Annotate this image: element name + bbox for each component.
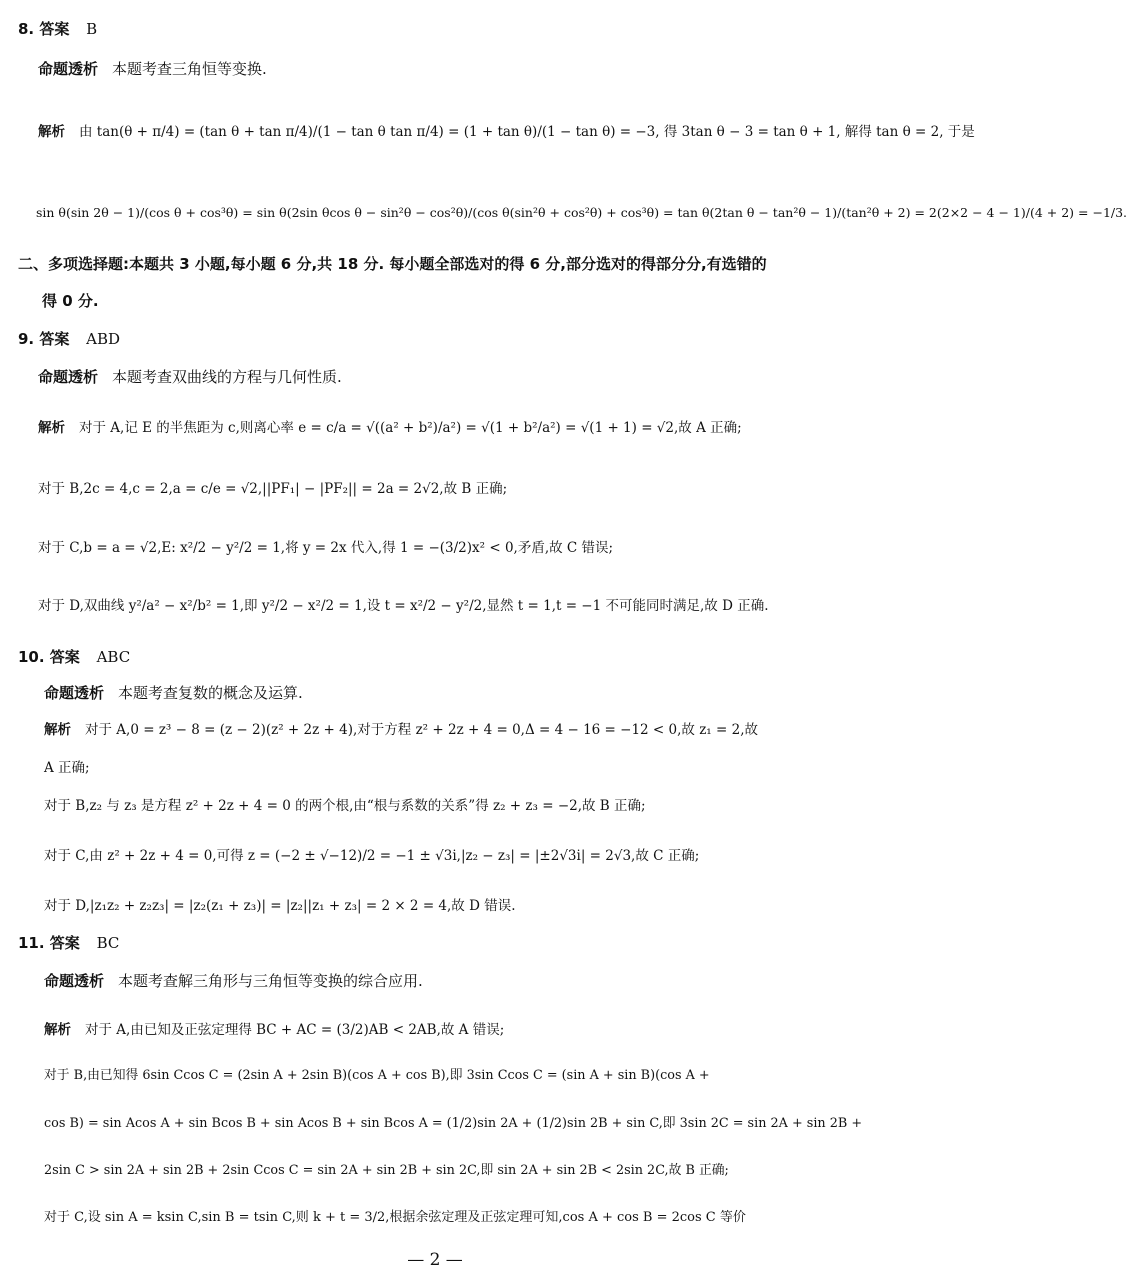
q10-option-a [44, 722, 758, 739]
q9-answer: ABD [86, 330, 121, 348]
q8-analysis-label: 解析 [38, 124, 65, 140]
q10-analysis-label: 解析 [44, 722, 71, 738]
q10-a2: A 正确; [44, 760, 90, 776]
q11-b3: 2sin C > sin 2A + sin 2B + 2sin Ccos C = sin 2A + sin 2B + sin 2C,即 sin 2A + sin 2B < 2sin 2C,故 B 正确; [44, 1163, 729, 1178]
q10-header [18, 648, 130, 667]
q9-header [18, 330, 120, 349]
q10-number-answer: 10. 答案 [18, 648, 80, 666]
q11-a: 对于 A,由已知及正弦定理得 BC + AC = (3/2)AB < 2AB,故 A 错误; [85, 1022, 505, 1038]
q10-d: 对于 D,|z₁z₂ + z₂z₃| = |z₂(z₁ + z₃)| = |z₂||z₁ + z₃| = 2 × 2 = 4,故 D 错误. [44, 898, 516, 914]
q8-intro [38, 60, 267, 79]
q9-b: 对于 B,2c = 4,c = 2,a = c/e = √2,||PF₁| − |PF₂|| = 2a = 2√2,故 B 正确; [38, 481, 508, 497]
q8-analysis-line1 [38, 124, 975, 141]
q8-line1: 由 tan(θ + π/4) = (tan θ + tan π/4)/(1 − tan θ tan π/4) = (1 + tan θ)/(1 − tan θ) = −3, 得 3tan θ − 3 = tan θ + 1, 解得 tan θ = 2, 于是 [79, 124, 975, 140]
q10-b: 对于 B,z₂ 与 z₃ 是方程 z² + 2z + 4 = 0 的两个根,由“根与系数的关系”得 z₂ + z₃ = −2,故 B 正确; [44, 798, 646, 814]
q11-intro [44, 972, 423, 991]
q8-line2: sin θ(sin 2θ − 1)/(cos θ + cos³θ) = sin θ(2sin θcos θ − sin²θ − cos²θ)/(cos θ(sin²θ + cos²θ) + cos³θ) = tan θ(2tan θ − tan²θ − 1)/(tan²θ + 2) = 2(2×2 − 4 − 1)/(4 + 2) = −1/3. [36, 205, 1127, 220]
q11-number-answer: 11. 答案 [18, 934, 80, 952]
section2-heading-line2: 得 0 分. [42, 292, 99, 310]
q9-intro-label: 命题透析 [38, 368, 99, 386]
q11-c1: 对于 C,设 sin A = ksin C,sin B = tsin C,则 k + t = 3/2,根据余弦定理及正弦定理可知,cos A + cos B = 2cos C 等价 [44, 1210, 746, 1225]
q9-number-answer: 9. 答案 [18, 330, 70, 348]
section2-heading-line1: 二、多项选择题:本题共 3 小题,每小题 6 分,共 18 分. 每小题全部选对的得 6 分,部分选对的得部分分,有选错的 [18, 255, 767, 273]
q9-intro-text: 本题考查双曲线的方程与几何性质. [112, 368, 342, 386]
q9-c: 对于 C,b = a = √2,E: x²/2 − y²/2 = 1,将 y = 2x 代入,得 1 = −(3/2)x² < 0,矛盾,故 C 错误; [38, 540, 614, 556]
q11-b1: 对于 B,由已知得 6sin Ccos C = (2sin A + 2sin B)(cos A + cos B),即 3sin Ccos C = (sin A + sin B)(cos A + [44, 1068, 710, 1083]
q9-analysis-label: 解析 [38, 420, 65, 436]
q10-intro [44, 684, 303, 703]
q8-number-answer: 8. 答案 [18, 20, 70, 38]
q8-header [18, 20, 97, 39]
q9-option-a [38, 420, 742, 437]
q10-intro-text: 本题考查复数的概念及运算. [118, 684, 303, 702]
q11-analysis-label: 解析 [44, 1022, 71, 1038]
q11-intro-label: 命题透析 [44, 972, 105, 990]
q9-d: 对于 D,双曲线 y²/a² − x²/b² = 1,即 y²/2 − x²/2 = 1,设 t = x²/2 − y²/2,显然 t = 1,t = −1 不可能同时满足,故 D 正确. [38, 598, 769, 614]
q9-a: 对于 A,记 E 的半焦距为 c,则离心率 e = c/a = √((a² + b²)/a²) = √(1 + b²/a²) = √(1 + 1) = √2,故 A 正确; [79, 420, 742, 436]
q10-a1: 对于 A,0 = z³ − 8 = (z − 2)(z² + 2z + 4),对于方程 z² + 2z + 4 = 0,Δ = 4 − 16 = −12 < 0,故 z₁ = 2,故 [85, 722, 758, 738]
q10-c: 对于 C,由 z² + 2z + 4 = 0,可得 z = (−2 ± √−12)/2 = −1 ± √3i,|z₂ − z₃| = |±2√3i| = 2√3,故 C 正确; [44, 848, 700, 864]
q9-intro [38, 368, 342, 387]
q10-intro-label: 命题透析 [44, 684, 105, 702]
q11-b2: cos B) = sin Acos A + sin Bcos B + sin Acos B + sin Bcos A = (1/2)sin 2A + (1/2)sin 2B + sin C,即 3sin 2C = sin 2A + sin 2B + [44, 1116, 863, 1131]
q8-answer: B [86, 20, 98, 38]
q10-answer: ABC [96, 648, 131, 666]
q11-intro-text: 本题考查解三角形与三角恒等变换的综合应用. [118, 972, 423, 990]
q11-option-a [44, 1022, 504, 1039]
q11-answer: BC [96, 934, 120, 952]
q8-intro-text: 本题考查三角恒等变换. [112, 60, 267, 78]
page-number: — 2 — [407, 1250, 463, 1270]
q8-intro-label: 命题透析 [38, 60, 99, 78]
q11-header [18, 934, 119, 953]
